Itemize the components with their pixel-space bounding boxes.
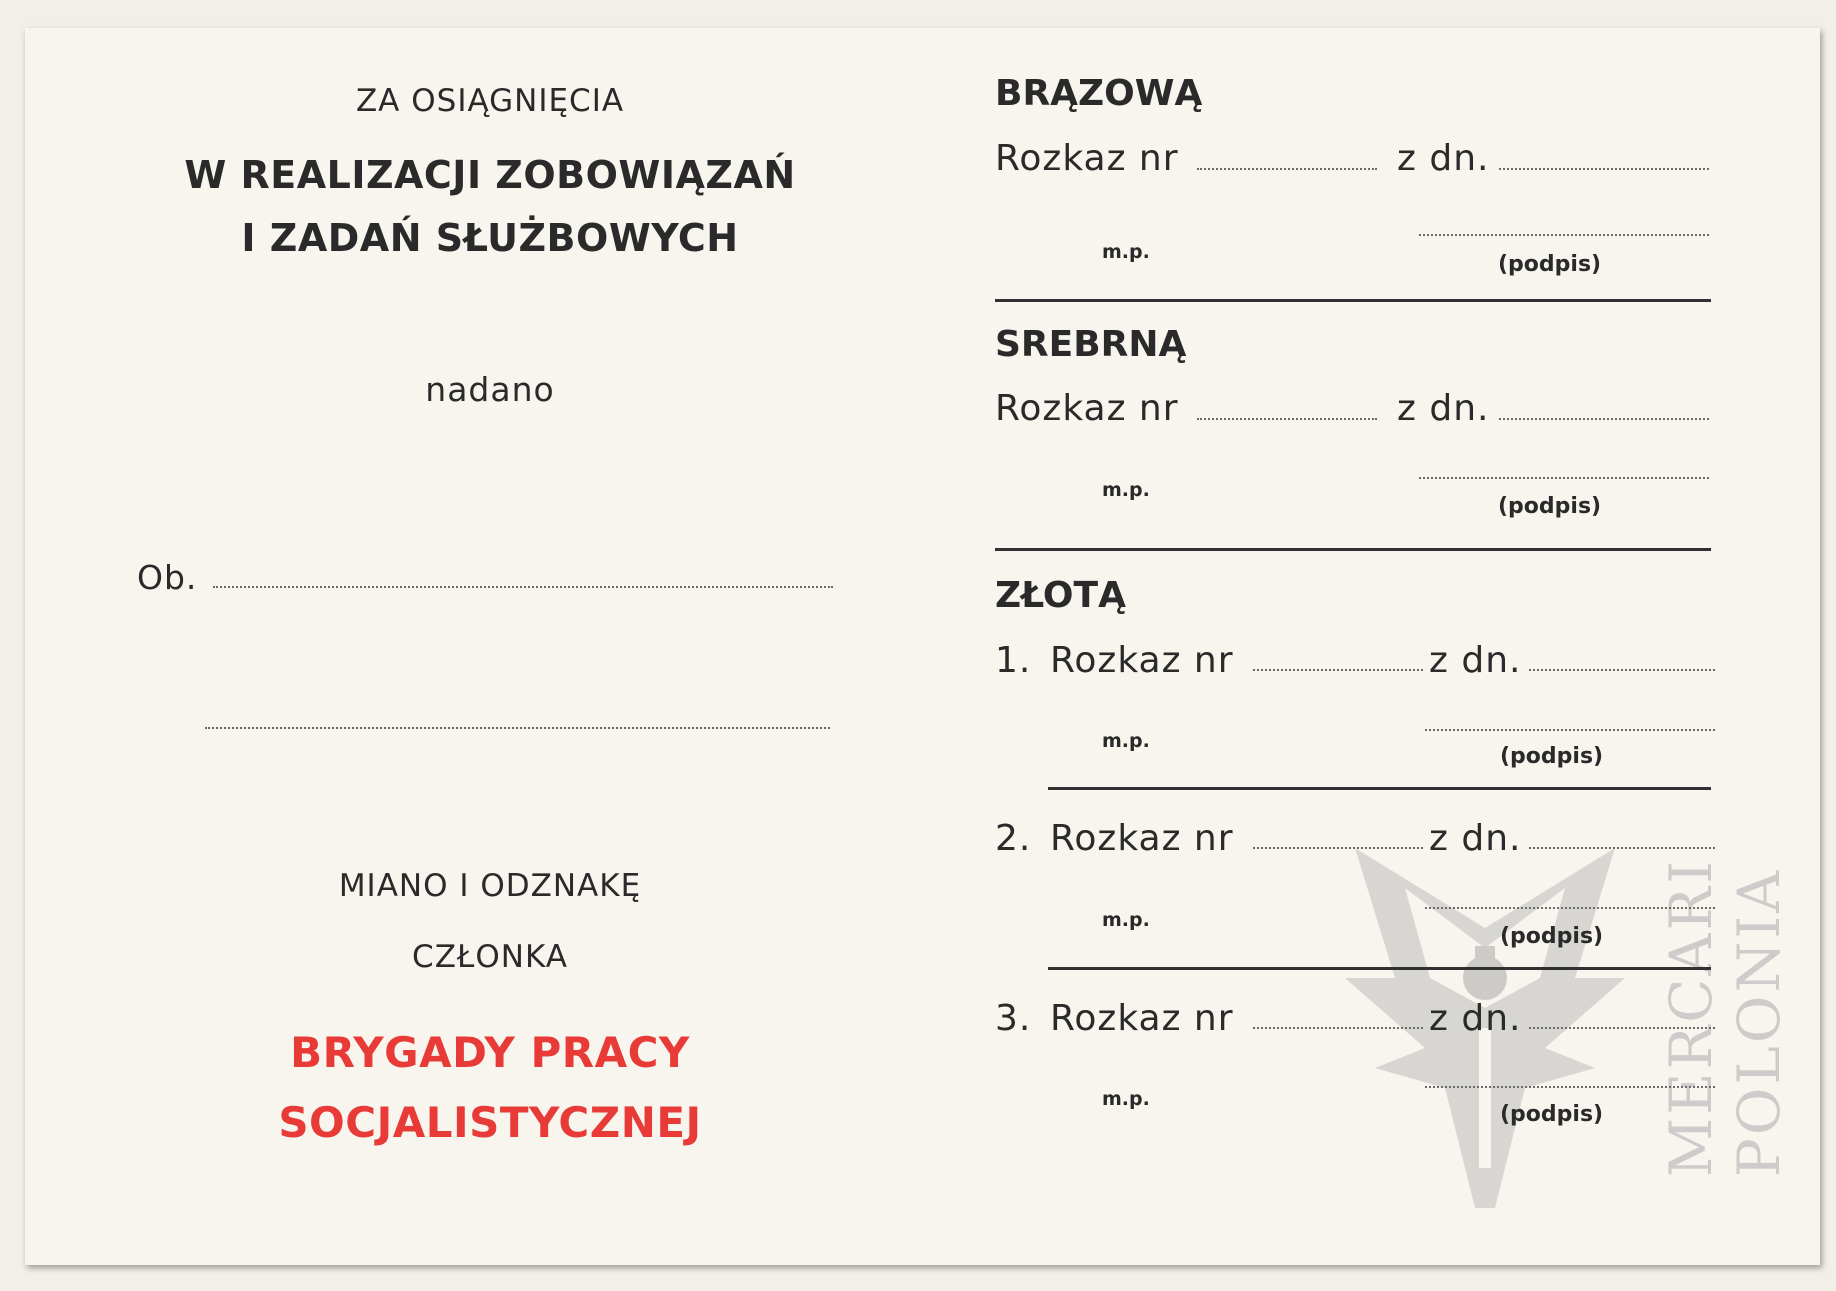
- silver-rozkaz-line: [1197, 418, 1377, 420]
- heading-zadan: I ZADAŃ SŁUŻBOWYCH: [241, 216, 739, 260]
- gold-2-podpis-label: (podpis): [1500, 924, 1604, 949]
- label-miano: MIANO I ODZNAKĘ: [338, 868, 642, 904]
- heading-zlota: ZŁOTĄ: [995, 575, 1126, 616]
- gold-2-mp-label: m.p.: [1102, 909, 1150, 931]
- gold-2-date-line: [1529, 847, 1715, 849]
- gold-1-mp-label: m.p.: [1102, 730, 1150, 752]
- gold-3-zdn-label: z dn.: [1429, 998, 1522, 1039]
- heading-realizacji: W REALIZACJI ZOBOWIĄZAŃ: [184, 153, 796, 197]
- gold-2-rozkaz-label: Rozkaz nr: [1050, 818, 1234, 859]
- gold-1-podpis-label: (podpis): [1500, 744, 1604, 769]
- silver-zdn-label: z dn.: [1397, 388, 1490, 429]
- gold-2-rozkaz-line: [1253, 847, 1423, 849]
- label-nadano: nadano: [425, 370, 555, 409]
- gold-1-zdn-label: z dn.: [1429, 640, 1522, 681]
- watermark-polonia: POLONIA: [1725, 868, 1793, 1178]
- gold-1-signature-line: [1425, 729, 1715, 731]
- label-czlonka: CZŁONKA: [412, 939, 568, 975]
- ob-name-line: [213, 586, 833, 588]
- bronze-date-line: [1499, 168, 1709, 170]
- silver-date-line: [1499, 418, 1709, 420]
- bronze-rozkaz-line: [1197, 168, 1377, 170]
- gold-3-signature-line: [1425, 1086, 1715, 1088]
- gold-1-rozkaz-label: Rozkaz nr: [1050, 640, 1234, 681]
- bronze-signature-line: [1419, 234, 1709, 236]
- bronze-rozkaz-label: Rozkaz nr: [995, 138, 1179, 179]
- silver-rozkaz-label: Rozkaz nr: [995, 388, 1179, 429]
- certificate-card: [25, 28, 1820, 1265]
- silver-rule: [995, 548, 1711, 551]
- gold-3-number: 3.: [995, 998, 1032, 1039]
- gold-3-mp-label: m.p.: [1102, 1088, 1150, 1110]
- heading-brazowa: BRĄZOWĄ: [995, 73, 1203, 114]
- title-socjalistycznej: SOCJALISTYCZNEJ: [278, 1098, 702, 1147]
- label-ob: Ob.: [137, 558, 198, 597]
- heading-srebrna: SREBRNĄ: [995, 324, 1187, 365]
- silver-mp-label: m.p.: [1102, 479, 1150, 501]
- ob-second-line: [205, 727, 830, 729]
- gold-1-number: 1.: [995, 640, 1032, 681]
- gold-3-date-line: [1529, 1027, 1715, 1029]
- heading-za-osiagniecia: ZA OSIĄGNIĘCIA: [355, 83, 625, 119]
- gold-3-rozkaz-label: Rozkaz nr: [1050, 998, 1234, 1039]
- gold-1-rule: [1048, 787, 1711, 790]
- silver-signature-line: [1419, 477, 1709, 479]
- bronze-podpis-label: (podpis): [1498, 252, 1602, 277]
- watermark-mercari: MERCARI: [1657, 858, 1725, 1178]
- silver-podpis-label: (podpis): [1498, 494, 1602, 519]
- gold-2-zdn-label: z dn.: [1429, 818, 1522, 859]
- bronze-rule: [995, 299, 1711, 302]
- gold-3-rozkaz-line: [1253, 1027, 1423, 1029]
- gold-2-signature-line: [1425, 907, 1715, 909]
- gold-1-date-line: [1529, 669, 1715, 671]
- gold-3-podpis-label: (podpis): [1500, 1102, 1604, 1127]
- bronze-zdn-label: z dn.: [1397, 138, 1490, 179]
- gold-1-rozkaz-line: [1253, 669, 1423, 671]
- gold-2-number: 2.: [995, 818, 1032, 859]
- gold-2-rule: [1048, 967, 1711, 970]
- title-brygady-pracy: BRYGADY PRACY: [290, 1028, 690, 1077]
- bronze-mp-label: m.p.: [1102, 241, 1150, 263]
